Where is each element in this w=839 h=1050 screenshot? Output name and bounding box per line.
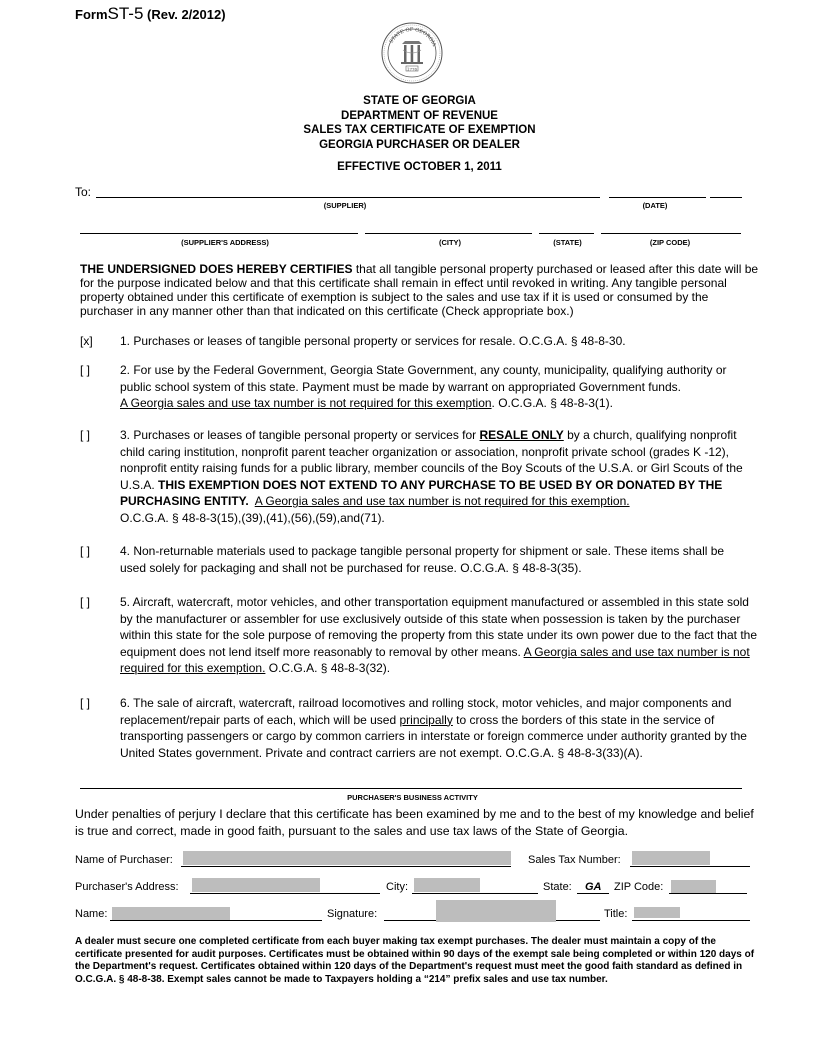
svg-text:STATE OF GEORGIA: STATE OF GEORGIA bbox=[388, 26, 437, 48]
redacted-signature bbox=[436, 900, 556, 922]
zip-field[interactable] bbox=[669, 893, 747, 894]
state-seal-icon bbox=[381, 22, 443, 84]
redacted-city bbox=[414, 878, 480, 892]
certify-paragraph: THE UNDERSIGNED DOES HEREBY CERTIFIES that all tangible personal property purchased or leased after this date will be for the purpose indicated below and that this certificate shall remain in effect until revoked in writing. Any tangible personal property obtained under this certificate of exemption is subject to the sales and use tax if it is used or consumed by the purchaser in any manner other than that indicated on this certificate (Check appropriate box.) bbox=[80, 262, 759, 318]
name-field[interactable] bbox=[110, 920, 322, 921]
redacted-sales-tax-number bbox=[632, 851, 710, 865]
city-caption: (CITY) bbox=[438, 238, 462, 247]
title-effective: EFFECTIVE OCTOBER 1, 2011 bbox=[337, 161, 502, 173]
redacted-name bbox=[112, 907, 230, 920]
checkbox-6[interactable]: [ ] bbox=[80, 696, 91, 710]
date-field[interactable] bbox=[609, 197, 706, 198]
supplier-address-field[interactable] bbox=[80, 233, 358, 234]
supplier-field[interactable] bbox=[96, 197, 600, 198]
state-field[interactable] bbox=[577, 893, 609, 894]
checkbox-1[interactable]: [x] bbox=[80, 334, 93, 348]
form-number: FormST-5 (Rev. 2/2012) bbox=[75, 4, 226, 23]
zip-caption: (ZIP CODE) bbox=[649, 238, 691, 247]
supplier-city-field[interactable] bbox=[365, 233, 532, 234]
checkbox-4[interactable]: [ ] bbox=[80, 544, 91, 558]
title-block bbox=[0, 94, 839, 175]
redacted-title bbox=[634, 907, 680, 918]
title-certificate: SALES TAX CERTIFICATE OF EXEMPTION bbox=[303, 124, 536, 136]
supplier-state-field[interactable] bbox=[539, 233, 594, 234]
state-caption: (STATE) bbox=[553, 238, 582, 247]
to-label: To: bbox=[75, 185, 92, 199]
address-caption: (SUPPLIER'S ADDRESS) bbox=[181, 238, 269, 247]
supplier-zip-field[interactable] bbox=[601, 233, 741, 234]
perjury-statement: Under penalties of perjury I declare that this certificate has been examined by me and to the best of my knowledge and belief is true and correct, made in good faith, pursuant to the sales and use tax laws of the State of Georgia. bbox=[75, 807, 754, 838]
city-field[interactable] bbox=[412, 893, 538, 894]
dealer-notice: A dealer must secure one completed certificate from each buyer making tax exempt purchases. The dealer must maintain a copy of the certificate presented for audit purposes. Certificates must be obtained within 90 days of the exempt sale being completed or within 120 days of the Department's request. Certificates obtained within 120 days of the Department's request must meet the good faith standard as defined in O.C.G.A. § 48-8-38. Exempt sales cannot be made to Taxpayers holding a “214” prefix sales and use tax number. bbox=[75, 936, 755, 985]
title-purchaser: GEORGIA PURCHASER OR DEALER bbox=[319, 138, 520, 151]
state-value: GA bbox=[585, 881, 602, 893]
title-label: Title: bbox=[604, 908, 628, 920]
state-label: State: bbox=[543, 881, 572, 893]
name-label: Name: bbox=[75, 908, 108, 920]
redacted-purchaser-name bbox=[183, 851, 511, 865]
title-state: STATE OF GEORGIA bbox=[363, 95, 476, 107]
title-field[interactable] bbox=[632, 920, 750, 921]
checkbox-3[interactable]: [ ] bbox=[80, 428, 91, 442]
purchaser-address-field[interactable] bbox=[190, 893, 380, 894]
supplier-caption: (SUPPLIER) bbox=[323, 201, 367, 210]
sales-tax-number-label: Sales Tax Number: bbox=[528, 854, 621, 866]
date-caption: (DATE) bbox=[642, 201, 668, 210]
purchaser-address-label: Purchaser's Address: bbox=[75, 881, 179, 893]
purchaser-name-field[interactable] bbox=[181, 866, 511, 867]
business-activity-caption: PURCHASER'S BUSINESS ACTIVITY bbox=[347, 793, 478, 802]
title-department: DEPARTMENT OF REVENUE bbox=[341, 109, 498, 122]
sales-tax-number-field[interactable] bbox=[630, 866, 750, 867]
redacted-zip bbox=[671, 880, 716, 893]
signature-label: Signature: bbox=[327, 908, 378, 920]
city-label: City: bbox=[386, 881, 408, 893]
svg-text:1776: 1776 bbox=[406, 66, 418, 72]
date-field-extra[interactable] bbox=[710, 197, 742, 198]
redacted-purchaser-address bbox=[192, 878, 320, 892]
business-activity-field[interactable] bbox=[80, 788, 742, 789]
checkbox-2[interactable]: [ ] bbox=[80, 363, 91, 377]
checkbox-5[interactable]: [ ] bbox=[80, 595, 91, 609]
purchaser-name-label: Name of Purchaser: bbox=[75, 854, 173, 866]
zip-label: ZIP Code: bbox=[614, 881, 664, 893]
